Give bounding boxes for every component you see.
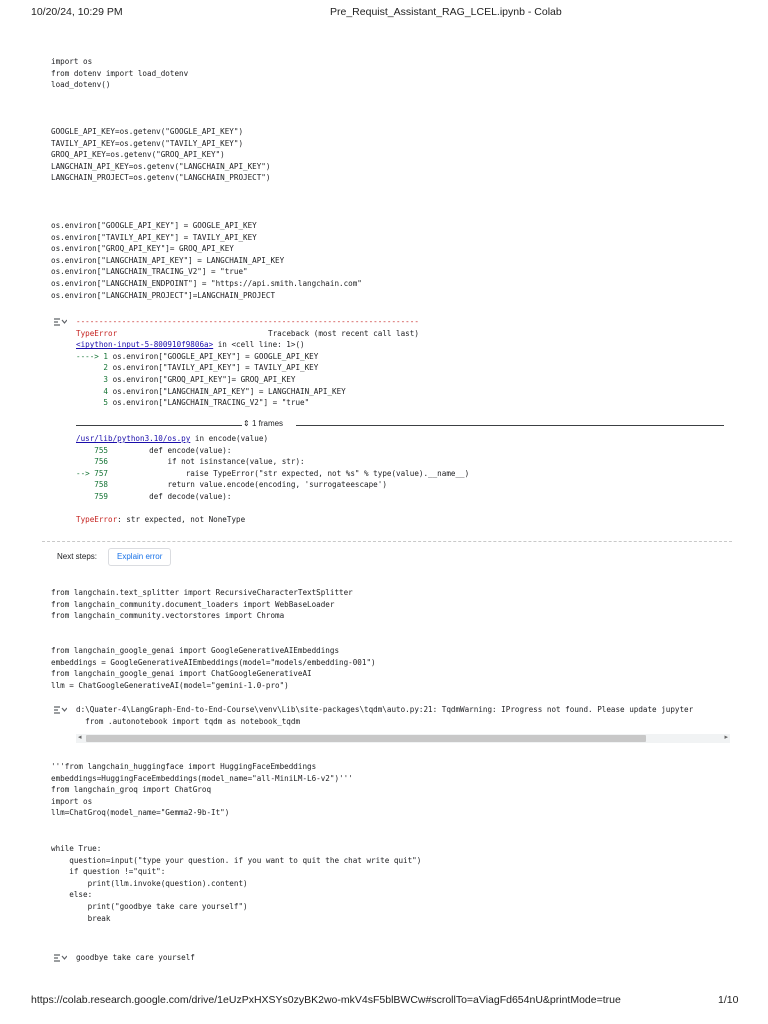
code-cell-loaders[interactable] [51,587,353,622]
code-line: print("goodbye take care yourself") [51,901,248,911]
frame-output [76,433,469,526]
expand-frames-icon: ⇕ [243,419,250,428]
horizontal-scrollbar[interactable] [76,734,730,743]
frames-divider-right [296,425,724,426]
frames-label: 1 frames [251,419,284,428]
code-line: os.environ["TAVILY_API_KEY"] = TAVILY_API_KEY [51,232,257,242]
output-toggle-icon[interactable] [53,953,67,963]
code-cell-environ[interactable] [51,220,362,301]
scroll-right-icon[interactable]: ▸ [724,734,728,741]
print-timestamp: 10/20/24, 10:29 PM [31,6,123,18]
code-line: LANGCHAIN_API_KEY=os.getenv("LANGCHAIN_API_KEY") [51,161,271,171]
code-line: load_dotenv() [51,80,111,90]
frame-location: /usr/lib/python3.10/os.py in encode(value) [76,434,269,443]
code-line: LANGCHAIN_PROJECT=os.getenv("LANGCHAIN_PROJECT") [51,173,271,183]
output-toggle-icon[interactable] [53,317,67,327]
chat-output [76,952,195,964]
os-py-link[interactable]: /usr/lib/python3.10/os.py [76,434,191,443]
error-location [76,339,419,351]
traceback-label: Traceback (most recent call last) [268,328,419,338]
context-line: 5 os.environ["LANGCHAIN_TRACING_V2"] = "true" [76,398,310,408]
cell-separator [42,541,732,542]
code-line: os.environ["GROQ_API_KEY"]= GROQ_API_KEY [51,244,234,254]
code-line: embeddings = GoogleGenerativeAIEmbeddings(model="models/embedding-001") [51,657,376,667]
code-line: from langchain_community.document_loaders import WebBaseLoader [51,599,335,609]
ipython-input-link[interactable]: <ipython-input-5-800910f9806a> [76,340,214,350]
code-line: os.environ["GOOGLE_API_KEY"] = GOOGLE_API_KEY [51,221,257,230]
frame-line: 756 if not isinstance(value, str): [76,457,305,467]
code-line: os.environ["LANGCHAIN_ENDPOINT"] = "https://api.smith.langchain.com" [51,278,362,288]
warning-output-scroll[interactable] [76,704,730,728]
code-line: from langchain_google_genai import ChatGoogleGenerativeAI [51,669,312,679]
code-line: break [51,913,111,923]
context-line: 2 os.environ["TAVILY_API_KEY"] = TAVILY_API_KEY [76,363,319,373]
page-url: https://colab.research.google.com/drive/1eUzPxHXSYs0zyBK2wo-mkV4sF5blBWCw#scrollTo=aViagFd654nU&printMode=true [31,994,621,1006]
frame-line: 755 def encode(value): [76,445,232,455]
error-output [76,316,419,409]
output-line: goodbye take care yourself [76,953,195,962]
warning-line: from .autonotebook import tqdm as notebook_tqdm [76,716,301,726]
frames-divider-left [76,425,242,426]
warning-output [76,704,693,727]
code-line: import os [51,796,93,806]
error-header [76,328,419,340]
error-type: TypeError [76,328,118,338]
code-line: import os [51,57,93,66]
code-line: llm = ChatGoogleGenerativeAI(model="gemini-1.0-pro") [51,680,289,690]
code-line: question=input("type your question. if you want to quit the chat write quit") [51,855,422,865]
scroll-left-icon[interactable]: ◂ [78,734,82,741]
code-line: GOOGLE_API_KEY=os.getenv("GOOGLE_API_KEY") [51,127,244,136]
code-line: from langchain.text_splitter import RecursiveCharacterTextSplitter [51,588,353,597]
final-error: TypeError: str expected, not NoneType [76,515,246,525]
code-line: from langchain_groq import ChatGroq [51,785,212,795]
context-line: 4 os.environ["LANGCHAIN_API_KEY"] = LANGCHAIN_API_KEY [76,386,346,396]
page-title: Pre_Requist_Assistant_RAG_LCEL.ipynb - Colab [330,6,562,18]
code-line: os.environ["LANGCHAIN_PROJECT"]=LANGCHAIN_PROJECT [51,290,276,300]
code-line: os.environ["LANGCHAIN_TRACING_V2"] = "true" [51,267,248,277]
code-line: TAVILY_API_KEY=os.getenv("TAVILY_API_KEY") [51,138,244,148]
code-cell-groq[interactable] [51,761,353,819]
code-line: embeddings=HuggingFaceEmbeddings(model_name="all-MiniLM-L6-v2")''' [51,773,353,783]
frame-line: 758 return value.encode(encoding, 'surrogateescape') [76,480,387,490]
error-dashes: --------------------------------------------------------------------------- [76,317,419,326]
frame-line: --> 757 raise TypeError("str expected, not %s" % type(value).__name__) [76,468,470,478]
warning-line: d:\Quater-4\LangGraph-End-to-End-Course\venv\Lib\site-packages\tqdm\auto.py:21: TqdmWarning: IProgress not found. Please update jupyter [76,705,694,714]
context-line: 3 os.environ["GROQ_API_KEY"]= GROQ_API_KEY [76,374,296,384]
code-line: print(llm.invoke(question).content) [51,878,248,888]
code-line: from dotenv import load_dotenv [51,68,189,78]
input-location: in <cell line: 1>() [213,340,305,350]
code-line: from langchain_community.vectorstores import Chroma [51,611,285,621]
code-line: from langchain_google_genai import GoogleGenerativeAIEmbeddings [51,646,340,655]
code-line: llm=ChatGroq(model_name="Gemma2-9b-It") [51,808,230,818]
code-line: while True: [51,844,102,853]
code-line: if question !="quit": [51,867,166,877]
context-line: ----> 1 os.environ["GOOGLE_API_KEY"] = GOOGLE_API_KEY [76,351,319,361]
code-line: GROQ_API_KEY=os.getenv("GROQ_API_KEY") [51,150,225,160]
code-cell-genai[interactable] [51,645,376,691]
page-number: 1/10 [718,994,739,1006]
code-cell-imports[interactable] [51,56,188,91]
explain-error-button[interactable]: Explain error [108,548,171,566]
code-line: else: [51,890,93,900]
frame-line: 759 def decode(value): [76,491,232,501]
code-cell-chat-loop[interactable] [51,843,421,924]
code-line: os.environ["LANGCHAIN_API_KEY"] = LANGCHAIN_API_KEY [51,255,285,265]
scrollbar-thumb[interactable] [86,735,646,742]
frames-toggle[interactable] [243,419,283,428]
next-steps-label: Next steps: [57,552,98,561]
code-line: '''from langchain_huggingface import HuggingFaceEmbeddings [51,762,317,771]
output-toggle-icon[interactable] [53,705,67,715]
code-cell-getenv[interactable] [51,126,270,184]
